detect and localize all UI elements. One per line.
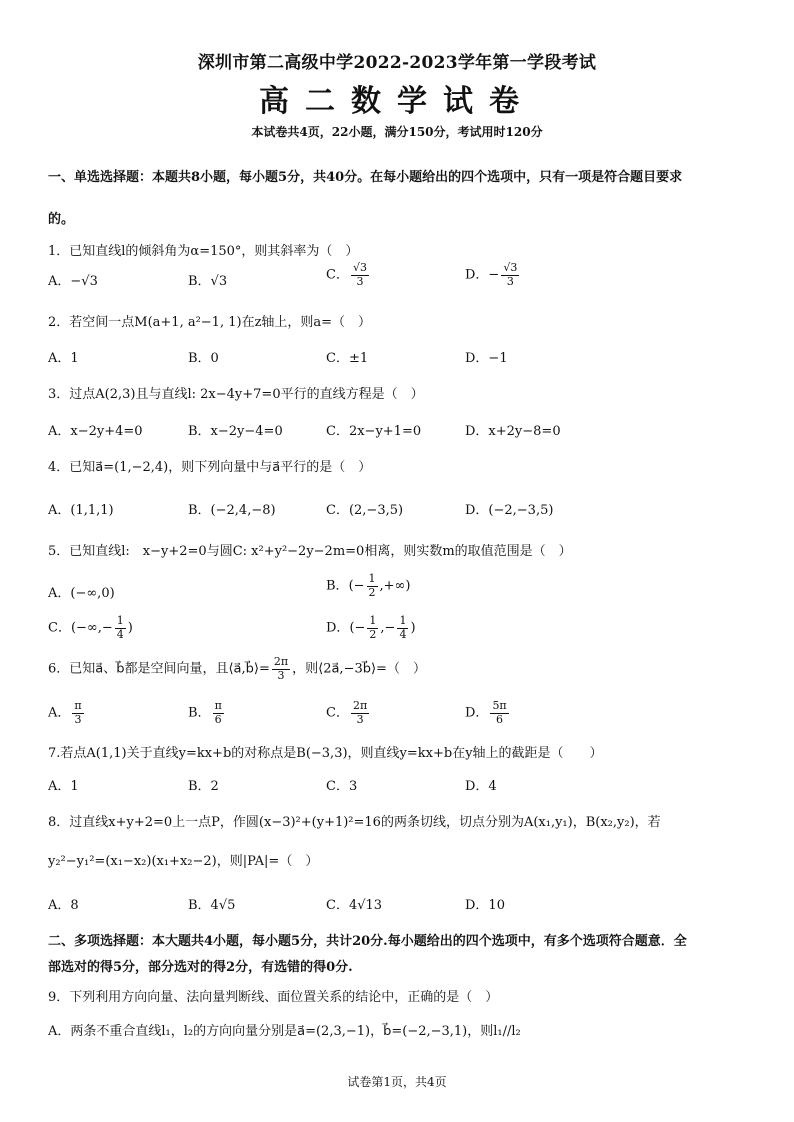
question-8-stem-line2: y₂²−y₁²=(x₁−x₂)(x₁+x₂−2)，则|PA|=（ ） (48, 854, 319, 869)
q1-option-d-fraction (501, 262, 519, 288)
q6-option-c-label: C． (326, 705, 349, 721)
q6-d-denominator: 6 (496, 712, 504, 726)
q1-d-denominator: 3 (506, 274, 514, 288)
q7-option-a: A．1 (48, 779, 79, 794)
section1-line2: 的。 (48, 212, 75, 227)
q6-option-d-label: D． (465, 705, 489, 721)
q1-option-b: B．√3 (188, 274, 228, 289)
q2-option-a: A．1 (48, 351, 79, 366)
exam-title: 高二数学试卷 (259, 84, 535, 119)
q1-option-c (326, 262, 371, 288)
q7-option-d: D．4 (465, 779, 497, 794)
q3-option-d: D．x+2y−8=0 (465, 424, 561, 439)
q6-b-fraction (213, 700, 224, 726)
q2-option-d: D．−1 (465, 351, 508, 366)
q6-stem-suffix: ，则⟨2a⃗,−3b⃗⟩=（ ） (292, 661, 426, 677)
q5-option-d-label: D． (326, 620, 350, 636)
q5-option-c (48, 615, 133, 641)
q5-option-d (326, 615, 416, 641)
q5-option-b-label: B． (326, 578, 349, 594)
q5-d-denominator-2: 4 (399, 627, 407, 641)
q5-c-suffix: ) (127, 620, 133, 636)
q1-option-a: A．−√3 (48, 274, 98, 289)
q6-a-numerator: π (74, 699, 82, 712)
q2-option-c: C．±1 (326, 351, 369, 366)
q6-option-d (465, 700, 511, 726)
q1-c-numerator: √3 (352, 261, 367, 274)
q5-d-suffix: ) (410, 620, 416, 636)
q5-b-suffix: ,+∞) (379, 578, 411, 594)
q5-b-fraction (367, 573, 378, 599)
q1-option-d-label: D．− (465, 267, 500, 283)
q5-b-denominator: 2 (368, 585, 376, 599)
q6-stem-prefix: 6．已知a⃗、b⃗都是空间向量，且⟨a⃗,b⃗⟩= (48, 661, 270, 677)
q6-c-numerator: 2π (352, 699, 368, 712)
q6-a-fraction (72, 700, 83, 726)
q6-option-a (48, 700, 86, 726)
q3-option-a: A．x−2y+4=0 (48, 424, 143, 439)
q1-option-c-label: C． (326, 267, 349, 283)
q6-option-b-label: B． (188, 705, 211, 721)
q5-d-numerator-1: 1 (369, 614, 377, 627)
q5-c-numerator: 1 (116, 614, 124, 627)
q5-d-fraction-1 (367, 615, 378, 641)
q6-option-b (188, 700, 226, 726)
q5-c-prefix: (−∞,− (70, 620, 113, 636)
q2-option-b: B．0 (188, 351, 219, 366)
q6-a-denominator: 3 (74, 712, 82, 726)
q5-d-fraction-2 (397, 615, 408, 641)
q5-d-prefix: (− (349, 620, 366, 636)
q8-option-d: D．10 (465, 898, 505, 913)
q5-b-prefix: (− (348, 578, 365, 594)
question-3-stem: 3．过点A(2,3)且与直线l: 2x−4y+7=0平行的直线方程是（ ） (48, 387, 424, 402)
q8-option-b: B．4√5 (188, 898, 236, 913)
question-1-stem: 1．已知直线l的倾斜角为α=150°，则其斜率为（ ） (48, 244, 359, 259)
section2-line2: 部选对的得5分，部分选对的得2分，有选错的得0分. (48, 960, 353, 975)
q5-c-denominator: 4 (116, 627, 124, 641)
q5-d-numerator-2: 1 (399, 614, 407, 627)
q8-option-c: C．4√13 (326, 898, 383, 913)
q5-c-fraction (115, 615, 126, 641)
q5-option-b (326, 573, 410, 599)
question-8-stem-line1: 8．过直线x+y+2=0上一点P，作圆(x−3)²+(y+1)²=16的两条切线，切点分别为A(x₁,y₁)，B(x₂,y₂)，若 (48, 815, 661, 830)
q6-d-fraction (490, 700, 508, 726)
q6-option-c (326, 700, 371, 726)
q7-option-b: B．2 (188, 779, 219, 794)
page-footer: 试卷第1页，共4页 (347, 1075, 447, 1089)
q8-option-a: A．8 (48, 898, 79, 913)
q3-option-c: C．2x−y+1=0 (326, 424, 422, 439)
q9-option-a: A．两条不重合直线l₁，l₂的方向向量分别是a⃗=(2,3,−1)，b⃗=(−2,−3,1)，则l₁//l₂ (48, 1024, 521, 1039)
q1-option-c-fraction (351, 262, 369, 288)
q5-b-numerator: 1 (368, 572, 376, 585)
q3-option-b: B．x−2y−4=0 (188, 424, 283, 439)
q4-option-c: C．(2,−3,5) (326, 503, 404, 518)
q6-c-denominator: 3 (356, 712, 364, 726)
question-4-stem: 4．已知a⃗=(1,−2,4)，则下列向量中与a⃗平行的是（ ） (48, 460, 372, 475)
q6-c-fraction (351, 700, 369, 726)
q6-stem-fraction (272, 656, 290, 682)
question-9-stem: 9．下列利用方向向量、法向量判断线、面位置关系的结论中，正确的是（ ） (48, 990, 499, 1005)
q4-option-d: D．(−2,−3,5) (465, 503, 554, 518)
q1-option-d (465, 262, 521, 288)
q6-stem-numerator: 2π (273, 655, 289, 668)
school-heading: 深圳市第二高级中学2022-2023学年第一学段考试 (197, 53, 597, 73)
q1-c-denominator: 3 (356, 274, 364, 288)
q5-option-a: A．(−∞,0) (48, 586, 115, 601)
question-6-stem (48, 656, 426, 682)
section2-line1: 二、多项选择题：本大题共4小题，每小题5分，共计20分.每小题给出的四个选项中，有多个选项符合题意．全 (48, 934, 687, 949)
q6-stem-denominator: 3 (277, 668, 285, 682)
exam-note: 本试卷共4页，22小题，满分150分，考试用时120分 (251, 125, 543, 139)
q6-d-numerator: 5π (492, 699, 507, 712)
question-5-stem: 5．已知直线l: x−y+2=0与圆C: x²+y²−2y−2m=0相离，则实数m的取值范围是（ ） (48, 544, 572, 559)
q5-option-c-label: C． (48, 620, 71, 636)
q6-option-a-label: A． (48, 705, 71, 721)
q6-b-denominator: 6 (214, 712, 222, 726)
question-2-stem: 2．若空间一点M(a+1, a²−1, 1)在z轴上，则a=（ ） (48, 315, 372, 330)
question-7-stem: 7.若点A(1,1)关于直线y=kx+b的对称点是B(−3,3)，则直线y=kx+b在y轴上的截距是（ ） (48, 746, 603, 761)
q5-d-middle: ,− (380, 620, 396, 636)
q7-option-c: C．3 (326, 779, 358, 794)
section1-line1: 一、单选选择题：本题共8小题，每小题5分，共40分。在每小题给出的四个选项中，只有一项是符合题目要求 (48, 170, 683, 185)
q5-d-denominator-1: 2 (369, 627, 377, 641)
q4-option-b: B．(−2,4,−8) (188, 503, 276, 518)
q1-d-numerator: √3 (503, 261, 518, 274)
q6-b-numerator: π (214, 699, 222, 712)
q4-option-a: A．(1,1,1) (48, 503, 114, 518)
